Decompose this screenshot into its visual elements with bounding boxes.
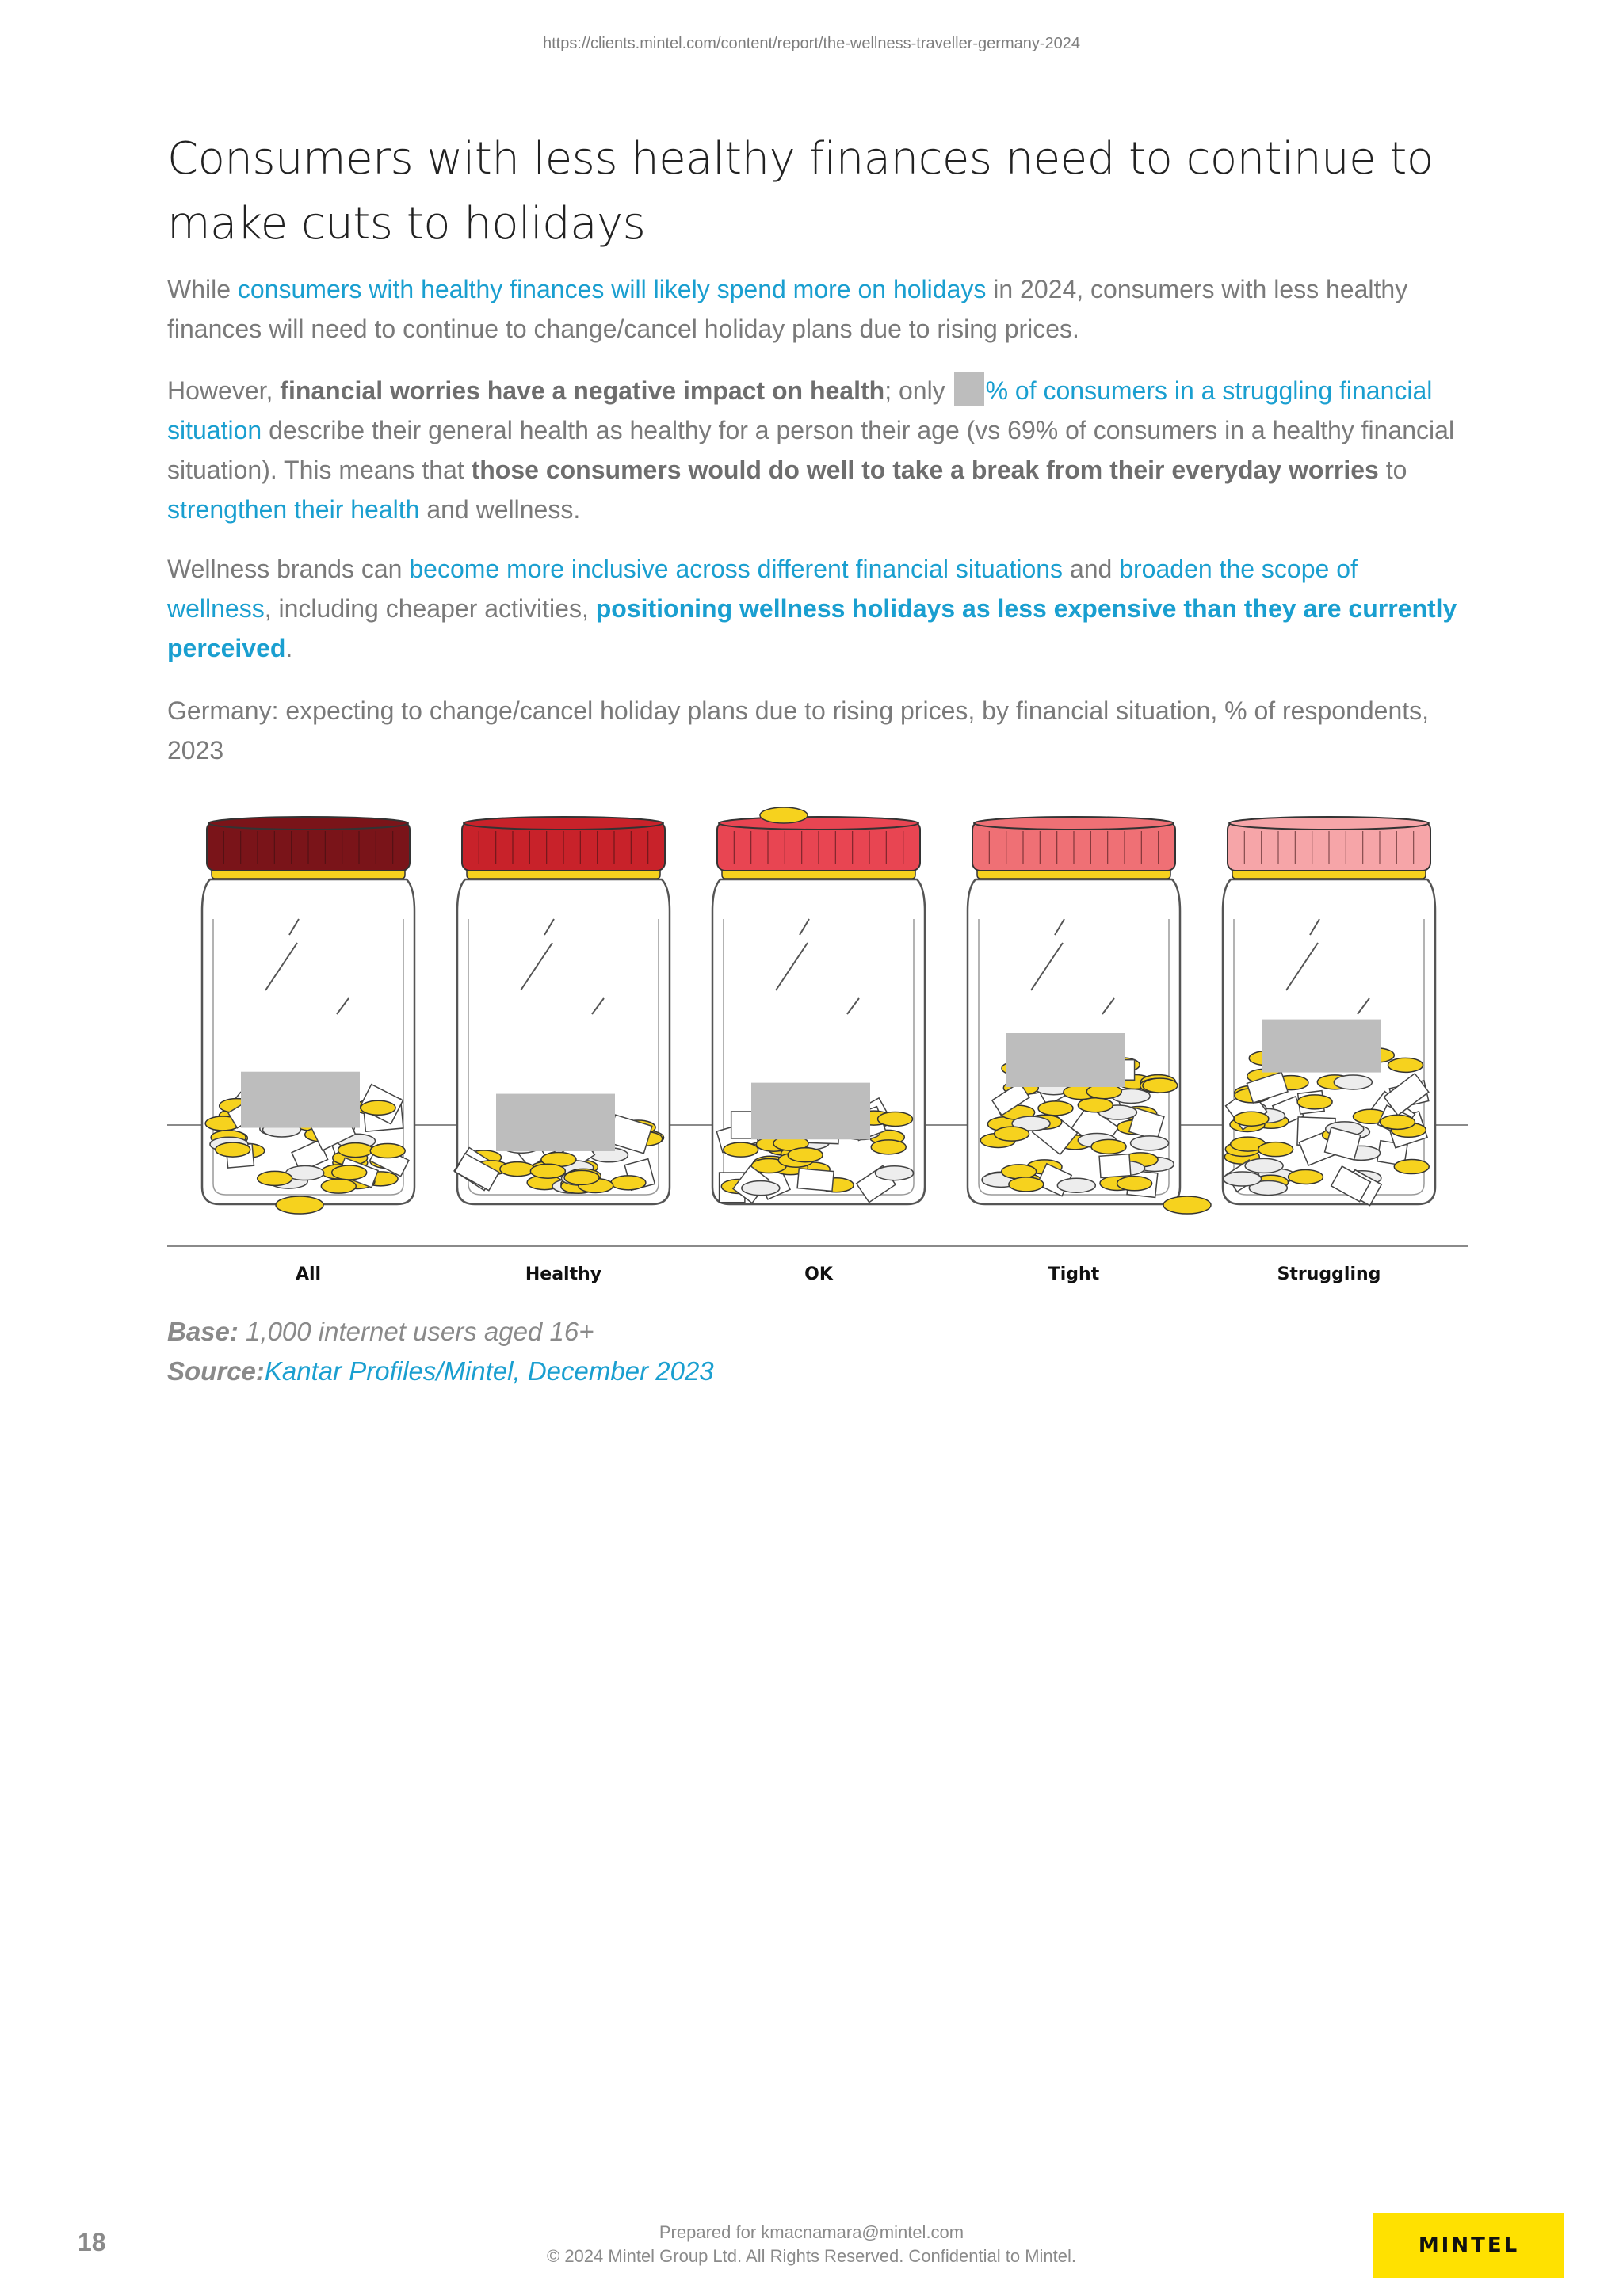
page-title: Consumers with less healthy finances need to continue to make cuts to holidays — [167, 133, 1434, 250]
text: . — [285, 634, 293, 662]
paragraph-intro — [167, 269, 1467, 349]
text: , including cheaper activities, — [264, 594, 596, 623]
coin-silver — [1224, 1172, 1262, 1186]
coin — [530, 1164, 565, 1178]
loose-coin — [276, 1196, 323, 1214]
coin-silver — [876, 1166, 914, 1180]
coin — [370, 1144, 405, 1158]
bold-text: those consumers would do well to take a break from their everyday worries — [471, 456, 1379, 484]
coin — [611, 1176, 646, 1190]
jar-lid-top — [719, 817, 918, 830]
coin — [1297, 1095, 1332, 1109]
coin — [500, 1162, 535, 1177]
coin — [724, 1142, 758, 1157]
copyright: © 2024 Mintel Group Ltd. All Rights Reserved. Confidential to Mintel. — [547, 2246, 1076, 2266]
link-broaden-scope[interactable]: broaden the scope of wellness — [167, 555, 1358, 623]
coin-silver — [742, 1181, 780, 1196]
coin — [321, 1179, 356, 1193]
category-label: Healthy — [525, 1264, 602, 1284]
link-positioning[interactable]: positioning wellness holidays as less expensive than they are currently perceived — [167, 594, 1457, 662]
text: ; only — [884, 376, 953, 405]
redacted-value — [751, 1083, 870, 1140]
link-struggling-consumers[interactable]: % of consumers in a struggling financial situation — [167, 376, 1433, 444]
coin — [332, 1165, 367, 1180]
coin-silver — [1245, 1158, 1283, 1173]
coin — [1143, 1078, 1178, 1093]
text: and wellness. — [419, 495, 581, 524]
jar-healthy — [454, 817, 670, 1284]
jar-lid-top — [974, 817, 1174, 830]
link-inclusive[interactable]: become more inclusive across different financial situations — [409, 555, 1064, 583]
coin — [338, 1143, 372, 1158]
category-label: Struggling — [1277, 1264, 1381, 1284]
coin — [1388, 1058, 1423, 1072]
coin — [1258, 1142, 1293, 1157]
source-label: Source: — [167, 1356, 265, 1386]
coin — [361, 1100, 395, 1115]
jar-all — [202, 817, 414, 1284]
link-healthy-finances[interactable]: consumers with healthy finances will likely spend more on holidays — [237, 275, 987, 303]
coin — [1289, 1169, 1323, 1184]
coin — [1091, 1139, 1126, 1154]
jar-tight — [968, 817, 1180, 1284]
coin — [1002, 1165, 1037, 1179]
jar-ok — [712, 817, 925, 1284]
coin-silver — [1057, 1178, 1095, 1192]
mintel-logo: MINTEL — [1373, 2213, 1564, 2278]
base-label: Base: — [167, 1317, 239, 1346]
page-number: 18 — [78, 2228, 106, 2256]
paragraph-brands — [167, 549, 1467, 668]
coin — [788, 1148, 823, 1162]
category-label: All — [295, 1264, 322, 1284]
coin — [1234, 1112, 1269, 1126]
redacted-value — [1262, 1020, 1381, 1073]
base-text: 1,000 internet users aged 16+ — [238, 1317, 594, 1346]
loose-coin — [760, 807, 808, 823]
coin — [1380, 1115, 1415, 1129]
text: to — [1378, 456, 1407, 484]
paragraph-health — [167, 371, 1467, 529]
paper-note — [1099, 1154, 1131, 1178]
text: However, — [167, 376, 281, 405]
text: in 2024, consumers with less healthy finances will need to continue to change/cancel holiday plans due to rising prices. — [167, 275, 1408, 343]
coin — [871, 1140, 906, 1154]
base-source — [167, 1312, 714, 1391]
chart-caption — [167, 691, 1467, 770]
coin-silver — [1334, 1075, 1372, 1089]
coin — [995, 1127, 1029, 1141]
text: Wellness brands can — [167, 555, 410, 583]
category-label: Tight — [1048, 1264, 1100, 1284]
chart-caption-text: Germany: expecting to change/cancel holiday plans due to rising prices, by financial situation, % of respondents, 2023 — [167, 696, 1430, 765]
category-label: OK — [804, 1264, 833, 1284]
redacted-value — [954, 372, 984, 406]
coin-silver — [1131, 1136, 1169, 1150]
text: and — [1063, 555, 1120, 583]
prepared-for: Prepared for kmacnamara@mintel.com — [659, 2222, 964, 2242]
jar-lid-top — [1229, 817, 1429, 830]
bold-text: financial worries have a negative impact on health — [280, 376, 885, 405]
text: describe their general health as healthy for a person their age (vs 69% of consumers in a healthy financial situation). This means that — [167, 416, 1455, 484]
coin — [878, 1112, 913, 1126]
text: While — [167, 275, 238, 303]
link-strengthen-health[interactable]: strengthen their health — [167, 495, 420, 524]
jar-lid-top — [464, 817, 663, 830]
redacted-value — [1006, 1033, 1125, 1087]
jar-chart — [158, 804, 1474, 1295]
coin — [1117, 1177, 1152, 1191]
redacted-value — [496, 1094, 615, 1151]
coin — [1078, 1098, 1113, 1112]
coin — [1394, 1160, 1429, 1174]
coin — [258, 1171, 292, 1185]
source-link[interactable]: Kantar Profiles/Mintel, December 2023 — [264, 1356, 714, 1386]
coin — [1009, 1177, 1044, 1192]
coin — [216, 1142, 250, 1157]
jar-lid-top — [208, 817, 408, 830]
report-url[interactable]: https://clients.mintel.com/content/report/the-wellness-traveller-germany-2024 — [542, 35, 1081, 52]
paper-note — [797, 1169, 834, 1192]
coin — [1038, 1101, 1073, 1116]
redacted-value — [241, 1072, 360, 1128]
jar-struggling — [1223, 817, 1435, 1284]
coin — [564, 1170, 599, 1184]
loose-coin — [1163, 1196, 1211, 1214]
